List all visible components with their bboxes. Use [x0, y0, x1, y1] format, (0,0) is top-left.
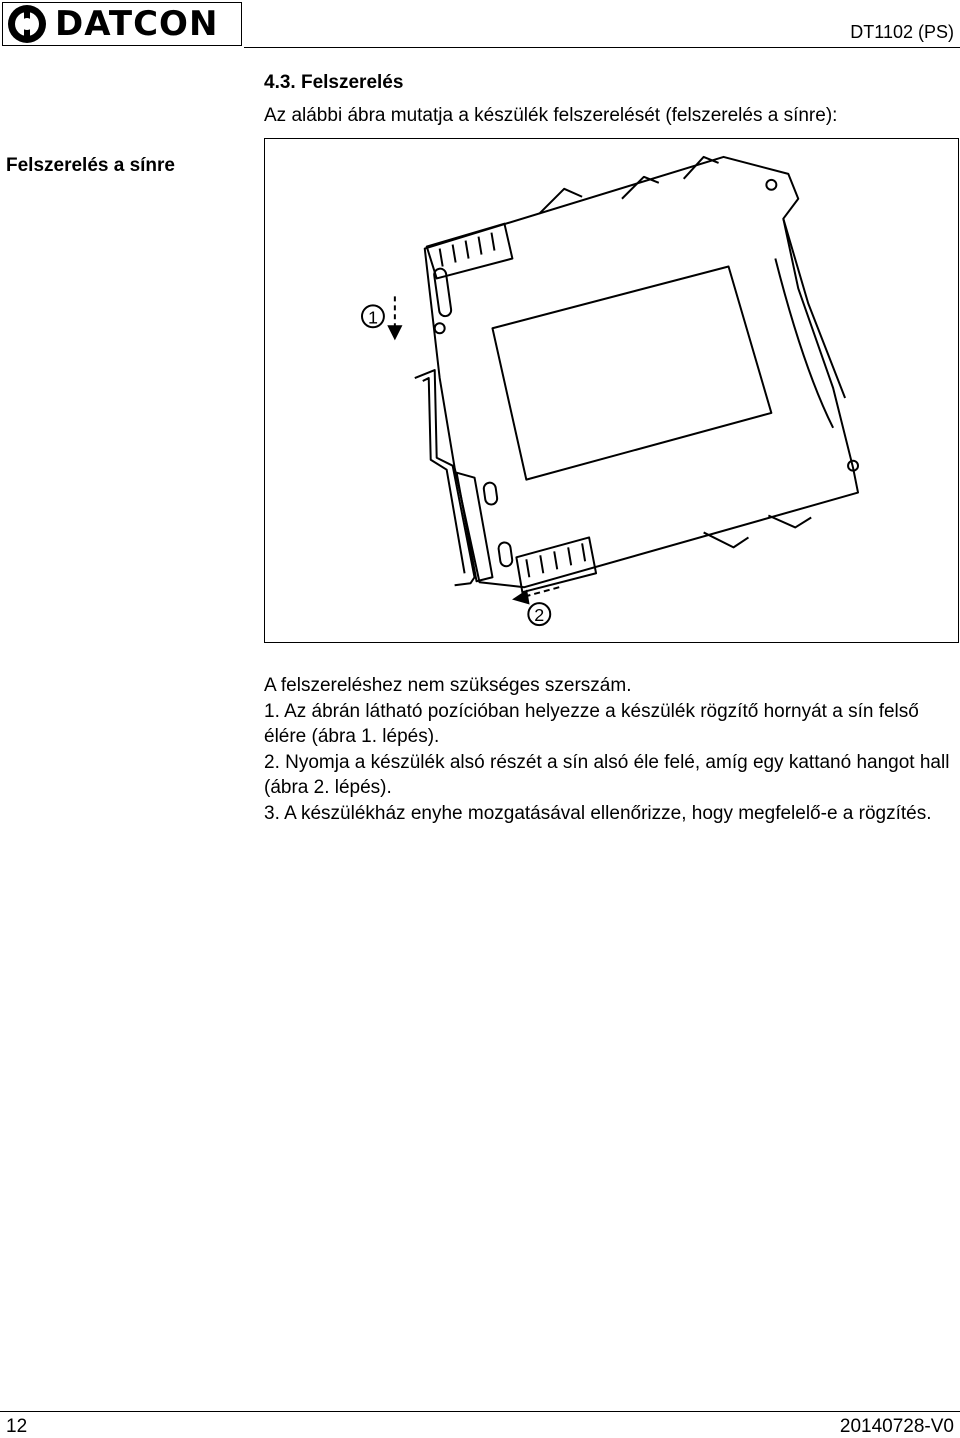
instruction-step-3: 3. A készülékház enyhe mozgatásával ellenőrizze, hogy megfelelő-e a rögzítés. [264, 802, 932, 824]
instruction-step-2: 2. Nyomja a készülék alsó részét a sín alsó éle felé, amíg egy kattanó hangot hall (ábra 2. lépés). [264, 751, 950, 798]
slot-lower [483, 482, 498, 505]
hole-left [435, 323, 445, 333]
datcon-logo-icon [5, 2, 49, 46]
logo-text: DATCON [55, 4, 219, 44]
document-code: DT1102 (PS) [850, 22, 954, 42]
device-window [492, 266, 771, 479]
footer-divider [0, 1411, 960, 1412]
mounting-figure [264, 138, 959, 643]
hole-top-right [766, 180, 776, 190]
header-divider [244, 47, 960, 48]
slot-bottom [498, 542, 513, 567]
side-label: Felszerelés a sínre [6, 155, 175, 176]
page-number: 12 [6, 1416, 28, 1437]
rail-latch [457, 473, 493, 582]
step-1-label: 1 [367, 307, 378, 328]
instructions [264, 673, 959, 826]
section-intro: Az alábbi ábra mutatja a készülék felszerelését (felszerelés a sínre): [264, 105, 838, 126]
document-version: 20140728-V0 [839, 1416, 954, 1437]
datcon-logo [2, 2, 242, 46]
instruction-step-1: 1. Az ábrán látható pozícióban helyezze a készülék rögzítő hornyát a sín felső élére (ábra 1. lépés). [264, 700, 919, 747]
device-housing [425, 157, 858, 587]
section-title: 4.3. Felszerelés [264, 72, 404, 93]
mounting-diagram [265, 139, 958, 642]
instruction-note: A felszereléshez nem szükséges szerszám. [264, 675, 632, 696]
device-back-edge [783, 219, 845, 398]
step-2-label: 2 [534, 605, 545, 626]
